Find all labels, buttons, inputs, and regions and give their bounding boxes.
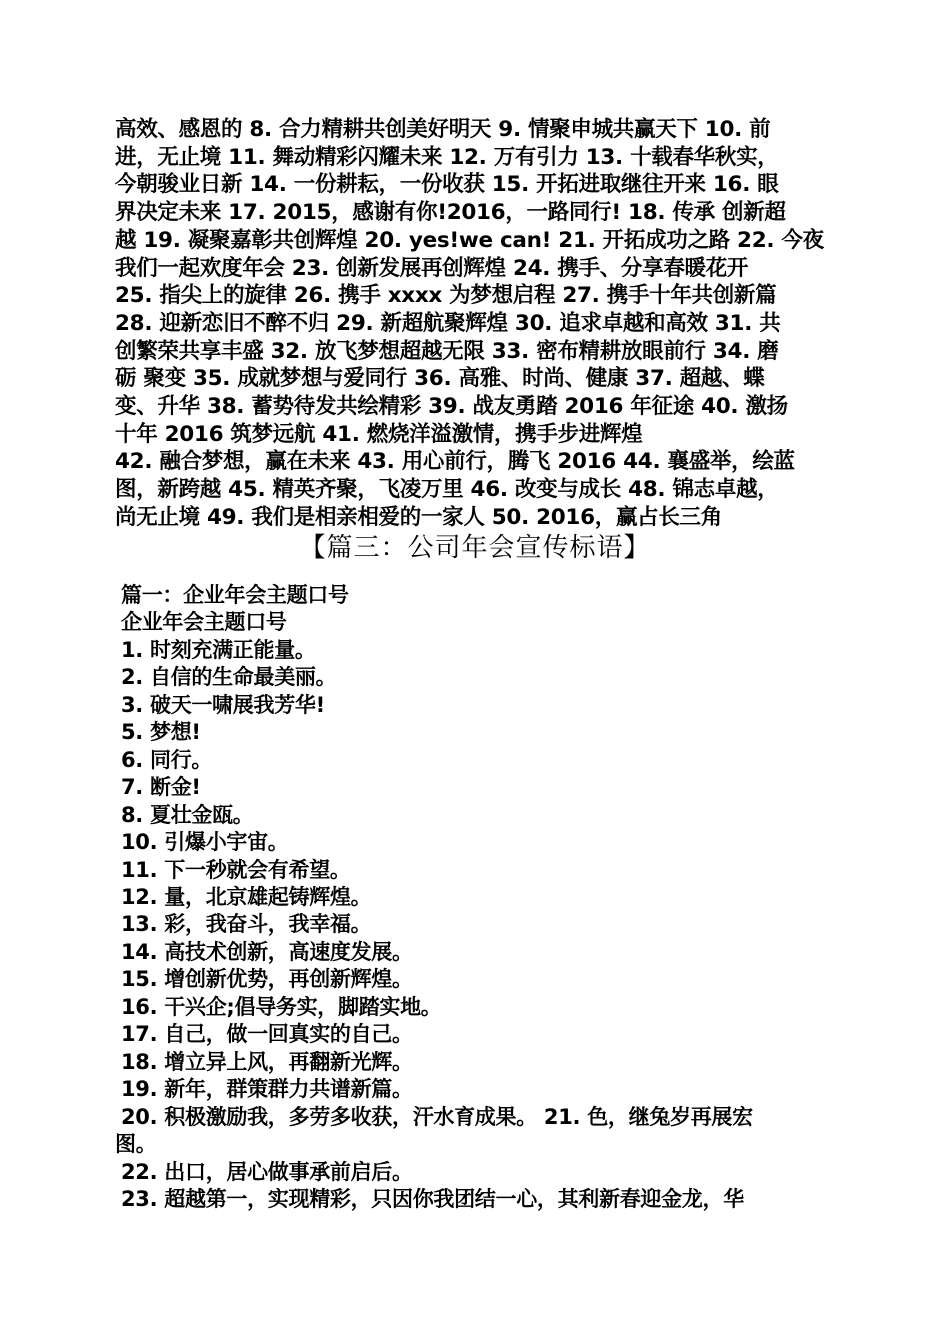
- text-line: 高效、感恩的 8. 合力精耕共创美好明天 9. 情聚申城共赢天下 10. 前: [115, 117, 771, 142]
- text-line: 界决定未来 17. 2015，感谢有你!2016，一路同行! 18. 传承 创新超: [115, 200, 786, 226]
- list-item: 10. 引爆小宇宙。: [121, 830, 289, 855]
- text-line: 尚无止境 49. 我们是相亲相爱的一家人 50. 2016，赢占长三角: [115, 504, 722, 530]
- text-line: 42. 融合梦想，赢在未来 43. 用心前行，腾飞 2016 44. 襄盛举，绘蓝: [115, 449, 795, 475]
- list-item: 18. 增立异上风，再翻新光辉。: [121, 1049, 413, 1074]
- list-item: 23. 超越第一，实现精彩，只因你我团结一心，其利新春迎金龙，华: [121, 1186, 744, 1211]
- subheading: 篇一：企业年会主题口号: [121, 583, 349, 607]
- text-line: 变、升华 38. 蓄势待发共绘精彩 39. 战友勇踏 2016 年征途 40. 激扬: [115, 394, 788, 420]
- text-line: 十年 2016 筑梦远航 41. 燃烧洋溢激情，携手步进辉煌: [115, 421, 643, 447]
- text-line: 进，无止境 11. 舞动精彩闪耀未来 12. 万有引力 13. 十载春华秋实，: [115, 144, 779, 170]
- text-line: 今朝骏业日新 14. 一份耕耘，一份收获 15. 开拓进取继往开来 16. 眼: [115, 172, 779, 198]
- text-line: 我们一起欢度年会 23. 创新发展再创辉煌 24. 携手、分享春暖花开: [115, 255, 749, 281]
- list-item: 20. 积极激励我，多劳多收获，汗水育成果。 21. 色，继兔岁再展宏: [121, 1104, 753, 1129]
- list-item: 3. 破天一啸展我芳华!: [121, 692, 325, 717]
- slogan-list: [115, 582, 837, 1213]
- text-line: 创繁荣共享丰盛 32. 放飞梦想超越无限 33. 密布精耕放眼前行 34. 磨: [115, 338, 779, 364]
- slogan-paragraph: [115, 116, 837, 532]
- list-item: 19. 新年，群策群力共谱新篇。: [121, 1077, 413, 1102]
- list-item: 14. 高技术创新，高速度发展。: [121, 939, 413, 964]
- list-item: 17. 自己，做一回真实的自己。: [121, 1022, 413, 1047]
- list-item: 7. 断金!: [121, 775, 201, 800]
- list-item: 15. 增创新优势，再创新辉煌。: [121, 967, 413, 992]
- list-item: 13. 彩，我奋斗，我幸福。: [121, 912, 372, 937]
- subheading: 企业年会主题口号: [121, 610, 287, 635]
- list-item: 8. 夏壮金瓯。: [121, 802, 254, 827]
- text-line: 25. 指尖上的旋律 26. 携手 xxxx 为梦想启程 27. 携手十年共创新篇: [115, 283, 777, 309]
- list-item: 6. 同行。: [121, 747, 213, 772]
- list-item: 11. 下一秒就会有希望。: [121, 857, 351, 882]
- text-line: 越 19. 凝聚嘉彰共创辉煌 20. yes!we can! 21. 开拓成功之路 22. 今夜: [115, 227, 824, 253]
- list-item: 1. 时刻充满正能量。: [121, 637, 316, 662]
- section-heading: 【篇三：公司年会宣传标语】: [299, 533, 651, 563]
- text-line: 砺 聚变 35. 成就梦想与爱同行 36. 高雅、时尚、健康 37. 超越、蝶: [115, 366, 765, 392]
- list-item: 2. 自信的生命最美丽。: [121, 665, 337, 690]
- list-item: 16. 干兴企;倡导务实，脚踏实地。: [121, 994, 442, 1019]
- list-item: 22. 出口，居心做事承前启后。: [121, 1159, 413, 1184]
- list-item: 5. 梦想!: [121, 720, 201, 745]
- list-item-continuation: 图。: [115, 1132, 157, 1157]
- text-line: 28. 迎新恋旧不醉不归 29. 新超航聚辉煌 30. 追求卓越和高效 31. 共: [115, 310, 781, 336]
- text-line: 图，新跨越 45. 精英齐聚，飞凌万里 46. 改变与成长 48. 锦志卓越，: [115, 477, 779, 503]
- list-item: 12. 量，北京雄起铸辉煌。: [121, 884, 372, 909]
